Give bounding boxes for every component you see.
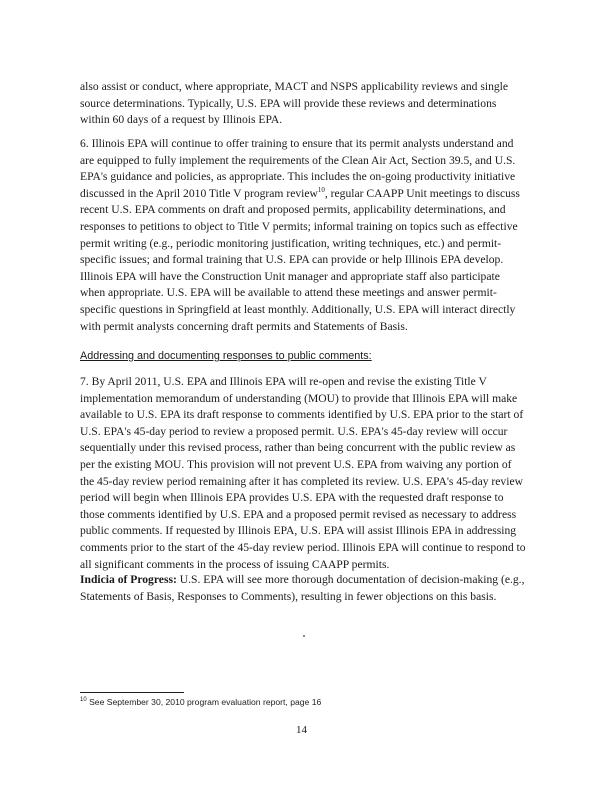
page-number: 14 [296,724,307,736]
paragraph-mou-item-7: 7. By April 2011, U.S. EPA and Illinois EPA will re-open and revise the existing Title V implementation memorandum of understanding (MOU) to provide that Illinois EPA will make available to U.S. EPA its draft response to comments identified by U.S. EPA prior to the start of U.S. EPA's 45-day period to review a proposed permit. U.S. EPA's 45-day review will occur sequentially under this revised process, rather than being concurrent with the public review as per the existing MOU. This provision will not prevent U.S. EPA from waiving any portion of the 45-day review period remaining after it has completed its review. U.S. EPA's 45-day review period will begin when Illinois EPA provides U.S. EPA with the requested draft response to those comments identified by U.S. EPA and a proposed permit revised as necessary to address public comments. If requested by Illinois EPA, U.S. EPA will assist Illinois EPA in addressing comments prior to the start of the 45-day review period. Illinois EPA will continue to respond to all significant comments in the process of issuing CAAPP permits. [80,375,526,571]
paragraph-training-text-b: , regular CAAPP Unit meetings to discuss recent U.S. EPA comments on draft and proposed permits, applicability determinations, and responses to petitions to object to Title V permits; informal training on topics such as effective permit writing (e.g., periodic monitoring justification, writing techniques, etc.) and permit-specific issues; and formal training that U.S. EPA can provide or help Illinois EPA develop. Illinois EPA will have the Construction Unit manager and appropriate staff also participate when appropriate. U.S. EPA will be available to attend these meetings and answer permit-specific questions in Springfield at least monthly. Additionally, U.S. EPA will interact directly with permit analysts concerning draft permits and Statements of Basis. [80,186,520,333]
section-heading-public-comments: Addressing and documenting responses to public comments: [80,350,372,362]
paragraph-indicia-of-progress [80,572,526,605]
scan-speck [303,635,305,637]
paragraph-training-text-a: 6. Illinois EPA will continue to offer training to ensure that its permit analysts understand and are equipped to fully implement the requirements of the Clean Air Act, Section 39.5, and U.S. EPA's guidance and policies, as appropriate. This includes the on-going productivity initiative discussed in the April 2010 Title V program review [80,137,516,200]
footnote-text: See September 30, 2010 program evaluation report, page 16 [86,697,322,707]
paragraph-training-item-6 [80,136,526,335]
footnote [80,697,321,707]
indicia-of-progress-label: Indicia of Progress: [80,573,177,586]
indicia-of-progress-text: U.S. EPA will see more thorough documentation of decision-making (e.g., Statements of Basis, Responses to Comments), resulting in fewer objections on this basis. [80,573,525,603]
footnote-reference: 10 [317,185,325,194]
footnote-marker: 10 [80,697,87,704]
footnote-divider [80,692,184,693]
paragraph-mact-nsps-reviews: also assist or conduct, where appropriate, MACT and NSPS applicability reviews and single source determinations. Typically, U.S. EPA will provide these reviews and determinations within 60 days of a request by Illinois EPA. [80,80,509,127]
